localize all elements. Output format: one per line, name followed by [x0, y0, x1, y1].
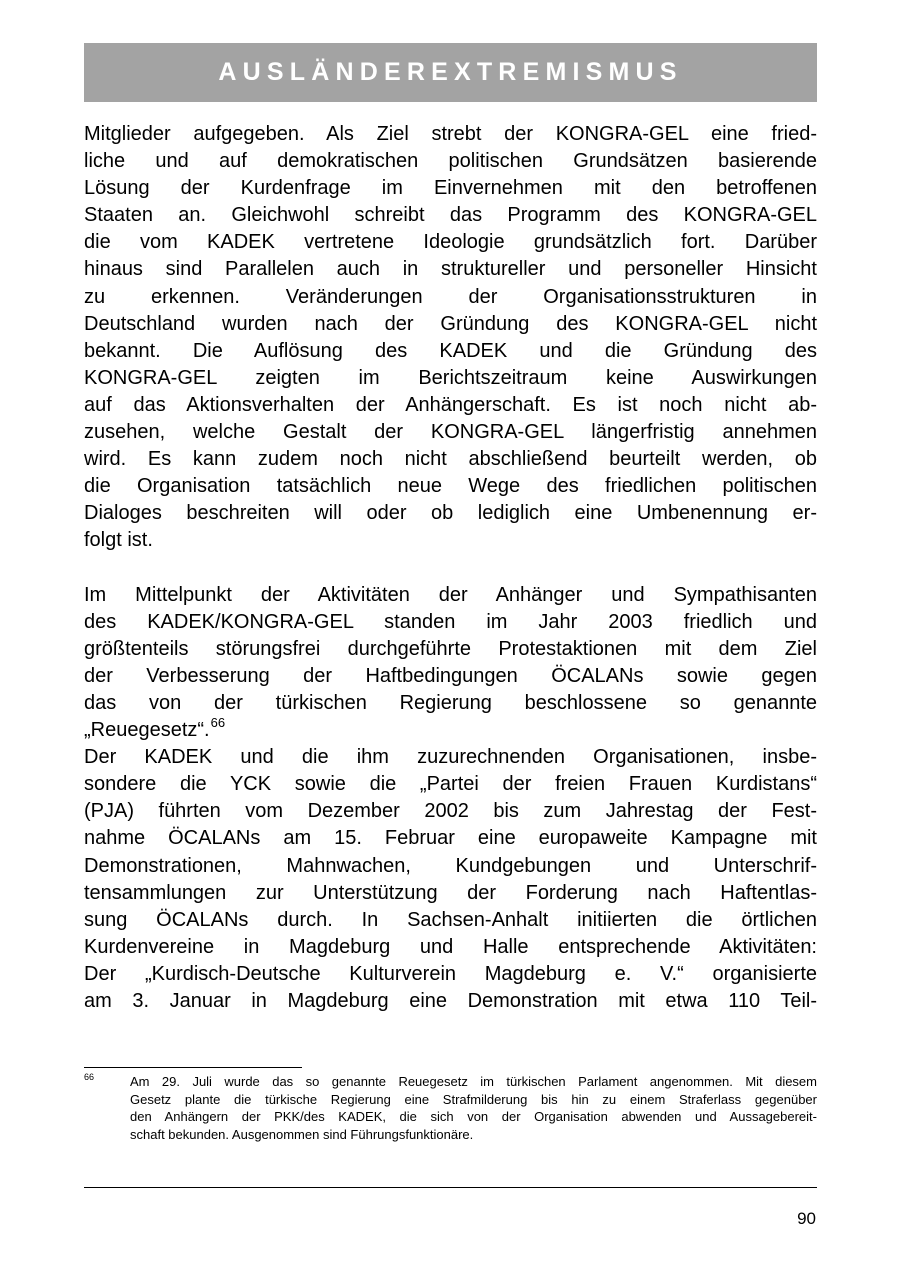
text-line: am 3. Januar in Magdeburg eine Demonstration mit etwa 110 Teil- — [84, 990, 817, 1012]
text-line: das von der türkischen Regierung beschlossene so genannte — [84, 691, 817, 714]
text-line: sondere die YCK sowie die „Partei der freien Frauen Kurdistans“ — [84, 773, 817, 796]
text-line: Demonstrationen, Mahnwachen, Kundgebungen und Unterschrif- — [84, 854, 817, 877]
text-line: KONGRA-GEL zeigten im Berichtszeitraum keine Auswirkungen — [84, 366, 817, 389]
footnote-line: den Anhängern der PKK/des KADEK, die sich von der Organisation abwenden und Aussagebereit- — [130, 1109, 817, 1125]
text-line: die Organisation tatsächlich neue Wege des friedlichen politischen — [84, 475, 817, 498]
text-line: auf das Aktionsverhalten der Anhängerschaft. Es ist noch nicht ab- — [84, 393, 817, 416]
footnote-line: Am 29. Juli wurde das so genannte Reuegesetz im türkischen Parlament angenommen. Mit diesem — [130, 1074, 817, 1089]
text-line: Der KADEK und die ihm zuzurechnenden Organisationen, insbe- — [84, 746, 817, 769]
footnote-number: 66 — [84, 1072, 95, 1082]
text-line: sung ÖCALANs durch. In Sachsen-Anhalt initiierten die örtlichen — [84, 908, 817, 931]
text-line: folgt ist. — [84, 529, 153, 552]
text-line: Kurdenvereine in Magdeburg und Halle entsprechende Aktivitäten: — [84, 935, 817, 958]
footnote-line: Gesetz plante die türkische Regierung eine Strafmilderung bis hin zu einem Straferlass gegenüber — [130, 1091, 817, 1107]
text-line: „Reuegesetz“. — [84, 719, 210, 742]
paragraph-gap — [84, 555, 817, 582]
text-line: zu erkennen. Veränderungen der Organisationsstrukturen in — [84, 285, 817, 308]
footnote — [84, 1073, 817, 1144]
footnote-text — [130, 1073, 817, 1144]
text-line: nahme ÖCALANs am 15. Februar eine europaweite Kampagne mit — [84, 827, 817, 850]
footer-rule — [84, 1187, 817, 1188]
footnote-line: schaft bekunden. Ausgenommen sind Führungsfunktionäre. — [130, 1127, 474, 1143]
text-line: Der „Kurdisch-Deutsche Kulturverein Magdeburg e. V.“ organisierte — [84, 962, 817, 985]
text-line: Lösung der Kurdenfrage im Einvernehmen mit den betroffenen — [84, 177, 817, 200]
page-number: 90 — [797, 1209, 816, 1228]
text-line: die vom KADEK vertretene Ideologie grundsätzlich fort. Darüber — [84, 231, 817, 254]
main-body-text — [84, 121, 817, 1015]
text-line: wird. Es kann zudem noch nicht abschließend beurteilt werden, ob — [84, 448, 817, 471]
text-line: Staaten an. Gleichwohl schreibt das Programm des KONGRA-GEL — [84, 204, 817, 227]
section-title: AUSLÄNDEREXTREMISMUS — [218, 58, 683, 86]
section-header-band — [84, 43, 817, 102]
footnote-separator — [84, 1067, 302, 1068]
text-line: tensammlungen zur Unterstützung der Forderung nach Haftentlas- — [84, 881, 817, 904]
text-line: hinaus sind Parallelen auch in struktureller und personeller Hinsicht — [84, 258, 817, 281]
footnote-reference[interactable]: 66 — [210, 717, 226, 731]
text-line: der Verbesserung der Haftbedingungen ÖCALANs sowie gegen — [84, 664, 817, 687]
text-line: zusehen, welche Gestalt der KONGRA-GEL längerfristig annehmen — [84, 421, 817, 444]
text-line: Deutschland wurden nach der Gründung des KONGRA-GEL nicht — [84, 312, 817, 335]
text-line: bekannt. Die Auflösung des KADEK und die Gründung des — [84, 339, 817, 362]
text-line: liche und auf demokratischen politischen Grundsätzen basierende — [84, 150, 817, 173]
text-line: Mitglieder aufgegeben. Als Ziel strebt der KONGRA-GEL eine fried- — [84, 123, 817, 145]
text-line-with-footnote-ref — [84, 717, 817, 744]
text-line: des KADEK/KONGRA-GEL standen im Jahr 2003 friedlich und — [84, 610, 817, 633]
text-line: größtenteils störungsfrei durchgeführte Protestaktionen mit dem Ziel — [84, 637, 817, 660]
text-line: (PJA) führten vom Dezember 2002 bis zum Jahrestag der Fest- — [84, 800, 817, 823]
text-line: Im Mittelpunkt der Aktivitäten der Anhänger und Sympathisanten — [84, 583, 817, 606]
text-line: Dialoges beschreiten will oder ob lediglich eine Umbenennung er- — [84, 502, 817, 525]
